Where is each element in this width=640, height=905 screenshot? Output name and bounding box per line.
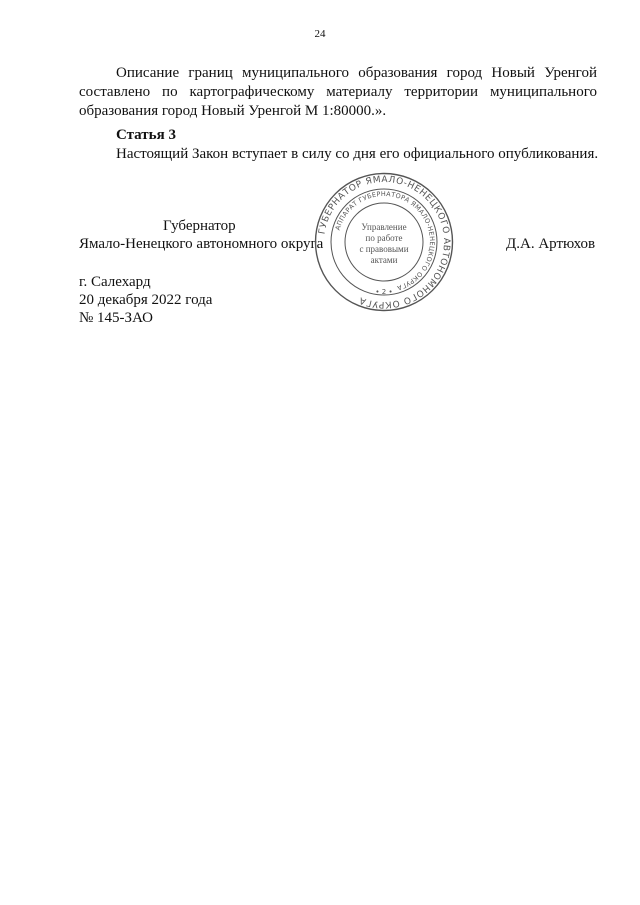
signing-city: г. Салехард bbox=[79, 274, 151, 290]
article-text: Настоящий Закон вступает в силу со дня его официального опубликования. bbox=[116, 146, 599, 162]
closing-paragraph bbox=[79, 64, 597, 121]
signatory-title: Губернатор bbox=[163, 218, 236, 234]
seal-inner-text: АППАРАТ ГУБЕРНАТОРА ЯМАЛО-НЕНЕЦКОГО ОКРУГА bbox=[333, 189, 437, 293]
signatory-name: Д.А. Артюхов bbox=[506, 236, 596, 252]
signatory-region: Ямало-Ненецкого автономного округа bbox=[79, 236, 324, 252]
article-heading: Статья 3 bbox=[116, 127, 176, 143]
page-number: 24 bbox=[314, 28, 326, 40]
seal-center-line: актами bbox=[370, 255, 398, 265]
seal-number: • 2 • bbox=[375, 288, 393, 296]
signing-date: 20 декабря 2022 года bbox=[79, 292, 213, 308]
seal-outer-text: ГУБЕРНАТОР ЯМАЛО-НЕНЕЦКОГО АВТОНОМНОГО ОКРУГА bbox=[317, 174, 452, 310]
paragraph-line: образования город Новый Уренгой М 1:80000.». bbox=[79, 103, 387, 119]
law-number: № 145-ЗАО bbox=[79, 310, 153, 326]
seal-center-line: с правовыми bbox=[359, 244, 409, 254]
paragraph-line: Описание границ муниципального образования город Новый Уренгой bbox=[116, 65, 597, 81]
paragraph-line: составлено по картографическому материалу территории муниципального bbox=[79, 84, 597, 100]
seal-center-line: Управление bbox=[361, 222, 407, 232]
official-seal bbox=[314, 172, 454, 312]
seal-center-line: по работе bbox=[365, 233, 403, 243]
